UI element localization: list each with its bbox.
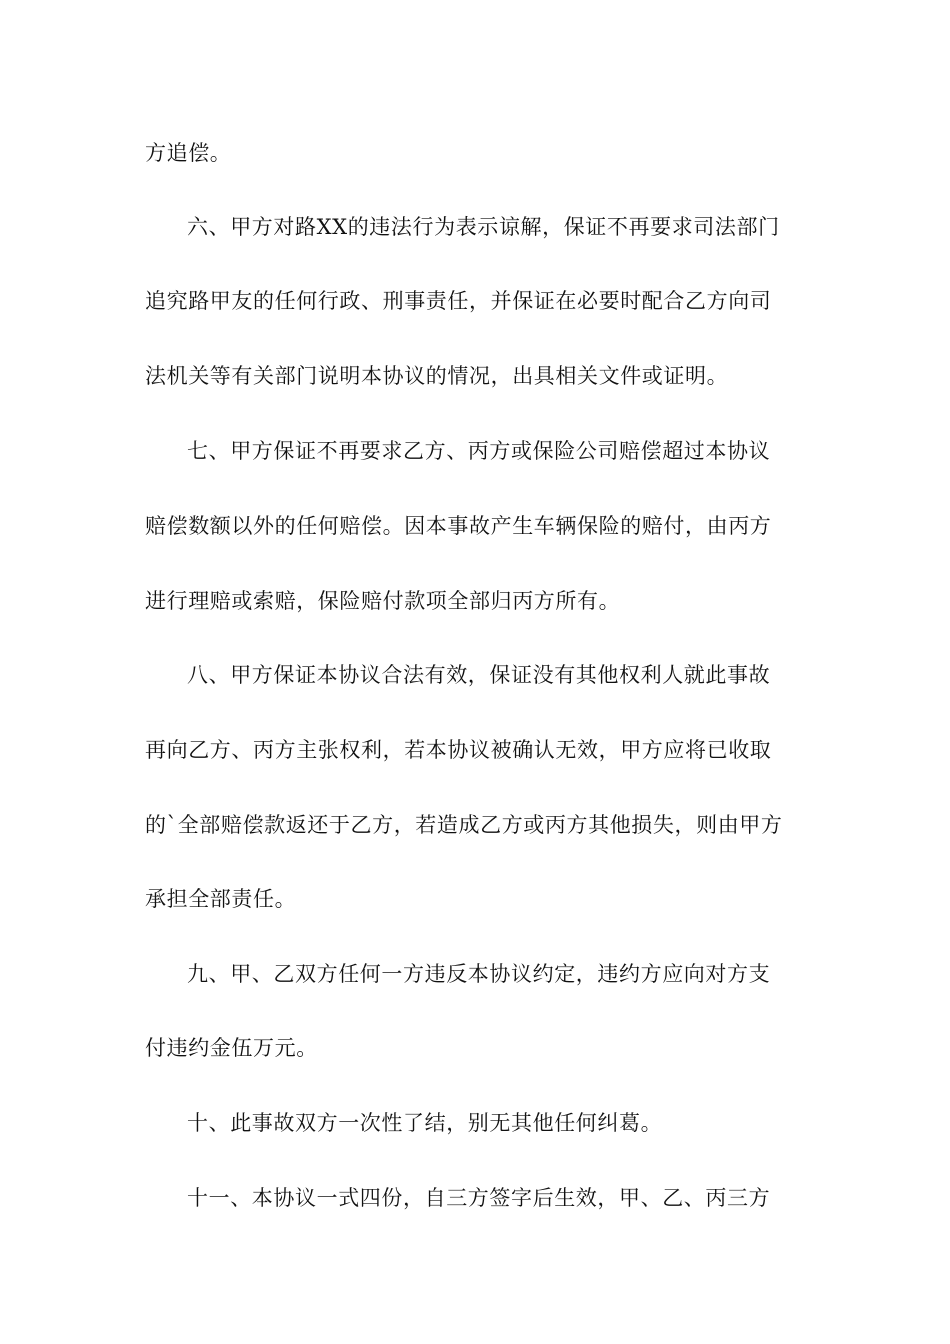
clause-9-line-2: 付违约金伍万元。 [145, 1036, 318, 1060]
clause-7-line-3: 进行理赔或索赔，保险赔付款项全部归丙方所有。 [145, 589, 621, 613]
clause-6-line-1: 六、甲方对路XX的违法行为表示谅解，保证不再要求司法部门 [187, 215, 780, 239]
clause-6-line-3: 法机关等有关部门说明本协议的情况，出具相关文件或证明。 [145, 364, 729, 388]
clause-11-line-1: 十一、本协议一式四份，自三方签字后生效，甲、乙、丙三方 [187, 1186, 771, 1210]
clause-9-line-1: 九、甲、乙双方任何一方违反本协议约定，违约方应向对方支 [187, 962, 771, 986]
clause-8-line-2: 再向乙方、丙方主张权利，若本协议被确认无效，甲方应将已收取 [145, 738, 772, 762]
clause-10-line-1: 十、此事故双方一次性了结，别无其他任何纠葛。 [187, 1111, 663, 1135]
clause-8-line-1: 八、甲方保证本协议合法有效，保证没有其他权利人就此事故 [187, 663, 771, 687]
clause-7-line-1: 七、甲方保证不再要求乙方、丙方或保险公司赔偿超过本协议 [187, 439, 771, 463]
clause-7-line-2: 赔偿数额以外的任何赔偿。因本事故产生车辆保险的赔付，由丙方 [145, 514, 772, 538]
clause-8-line-3: 的`全部赔偿款返还于乙方，若造成乙方或丙方其他损失，则由甲方 [145, 813, 783, 837]
text-line: 方追偿。 [145, 141, 232, 165]
clause-8-line-4: 承担全部责任。 [145, 887, 297, 911]
clause-6-line-2: 追究路甲友的任何行政、刑事责任，并保证在必要时配合乙方向司 [145, 289, 772, 313]
